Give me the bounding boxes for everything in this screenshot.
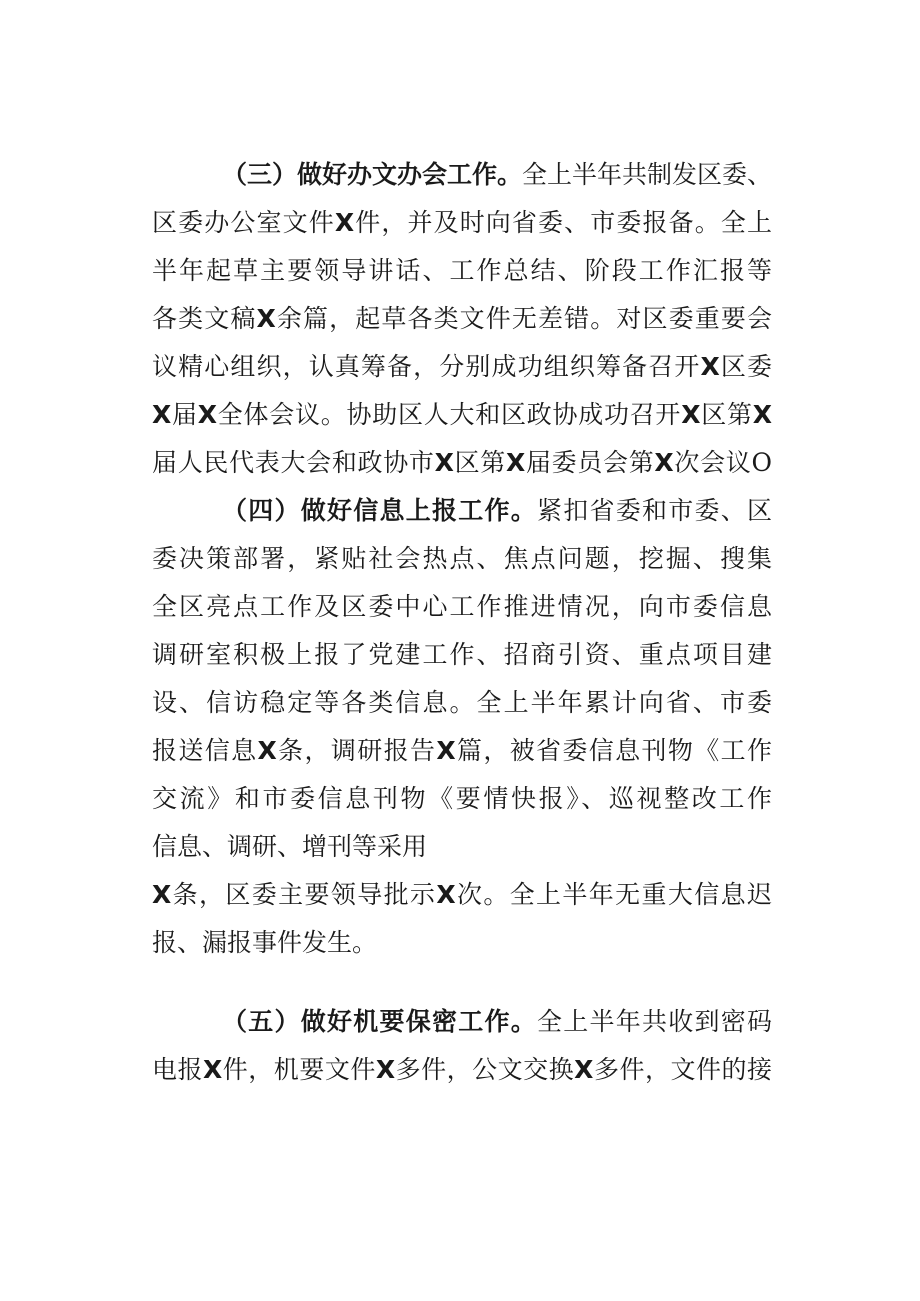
paragraph-line: 信息、调研、增刊等采用 xyxy=(152,832,428,861)
paragraph-line: 各类文稿X余篇，起草各类文件无差错。对区委重要会 xyxy=(152,304,772,333)
paragraph-line: 设、信访稳定等各类信息。全上半年累计向省、市委 xyxy=(152,688,772,717)
placeholder-x: X xyxy=(152,880,172,909)
paragraph-line xyxy=(222,491,772,531)
paragraph-line: X条，区委主要领导批示X次。全上半年无重大信息迟 xyxy=(152,880,772,909)
paragraph-line: 半年起草主要领导讲话、工作总结、阶段工作汇报等 xyxy=(152,256,772,285)
paragraph-line: 区委办公室文件X件，并及时向省委、市委报备。全上 xyxy=(152,208,772,237)
paragraph-line: X届X全体会议。协助区人大和区政协成功召开X区第X xyxy=(152,400,772,429)
line-text: 全上半年共制发区委、 xyxy=(522,160,773,189)
placeholder-x: X xyxy=(752,400,772,429)
paragraph-line xyxy=(222,1002,772,1042)
placeholder-x: X xyxy=(700,352,720,381)
line-text: 紧扣省委和市委、区 xyxy=(536,496,772,525)
section-heading: （三）做好办文办会工作。 xyxy=(222,160,523,189)
paragraph-line: 委决策部署，紧贴社会热点、焦点问题，挖掘、搜集 xyxy=(152,544,772,573)
placeholder-x: X xyxy=(681,400,701,429)
placeholder-x: X xyxy=(152,400,172,429)
placeholder-x: X xyxy=(203,1055,223,1084)
section-heading: （五）做好机要保密工作。 xyxy=(222,1007,537,1036)
placeholder-x: X xyxy=(375,1055,396,1084)
placeholder-x: X xyxy=(654,448,674,477)
paragraph-line: 调研室积极上报了党建工作、招商引资、重点项目建 xyxy=(152,640,772,669)
placeholder-x: X xyxy=(436,736,456,765)
line-text: 全上半年共收到密码 xyxy=(536,1007,772,1036)
placeholder-x: X xyxy=(574,1055,594,1084)
paragraph-line: 报送信息X条，调研报告X篇，被省委信息刊物《工作 xyxy=(152,736,772,765)
paragraph-line: 交流》和市委信息刊物《要情快报》、巡视整改工作 xyxy=(152,784,772,813)
paragraph-line: 议精心组织，认真筹备，分别成功组织筹备召开X区委 xyxy=(152,352,772,381)
placeholder-x: X xyxy=(197,400,218,429)
paragraph-line: 全区亮点工作及区委中心工作推进情况，向市委信息 xyxy=(152,592,772,621)
paragraph-line: 报、漏报事件发生。 xyxy=(152,928,378,957)
placeholder-x: X xyxy=(434,448,454,477)
paragraph-line xyxy=(222,155,772,195)
placeholder-x: X xyxy=(257,736,277,765)
paragraph-line: 电报X件，机要文件X多件，公文交换X多件，文件的接 xyxy=(152,1055,772,1084)
placeholder-x: X xyxy=(334,208,355,237)
section-heading: （四）做好信息上报工作。 xyxy=(222,496,537,525)
placeholder-x: X xyxy=(256,304,276,333)
paragraph-line: 届人民代表大会和政协市X区第X届委员会第X次会议O xyxy=(152,448,772,477)
placeholder-x: X xyxy=(505,448,526,477)
placeholder-x: X xyxy=(436,880,456,909)
